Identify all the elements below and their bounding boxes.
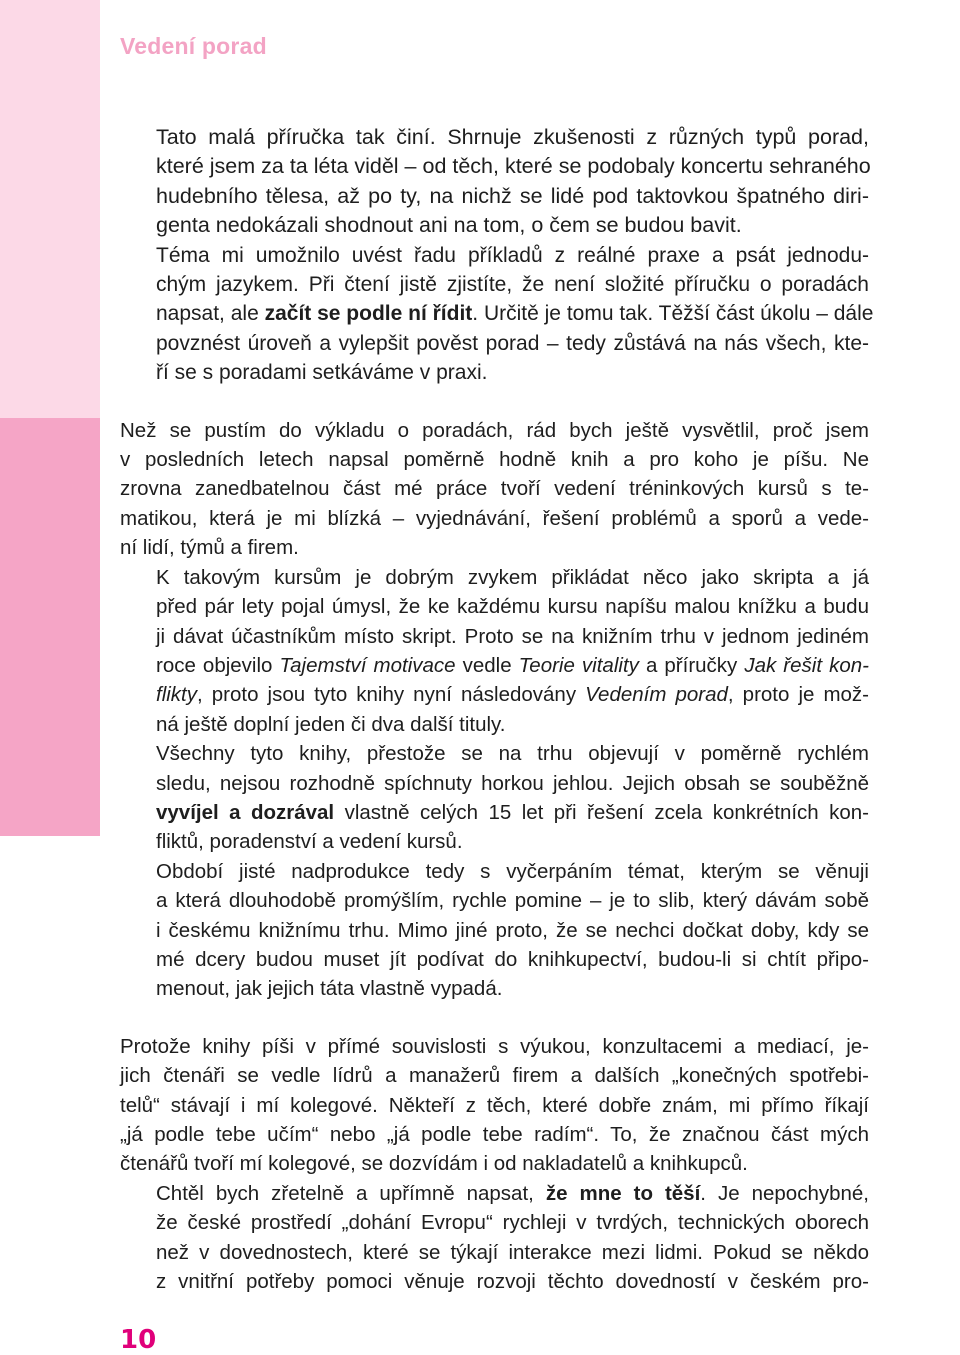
book-title: Jak řešit kon- <box>744 653 869 677</box>
text-line: vyvíjel a dozrával vlastně celých 15 let při řešení zcela konkrétních kon- <box>156 800 870 824</box>
text-line: ná ještě doplní jeden či dva další tituly. <box>156 712 506 736</box>
running-header: Vedení porad <box>120 33 267 59</box>
page-number: 10 <box>120 1325 157 1355</box>
text-line: a která dlouhodobě promýšlím, rychle pomine – je to slib, který dávám sobě <box>156 889 869 913</box>
text-line: Téma mi umožnilo uvést řadu příkladů z reálné praxe a psát jednodu- <box>156 243 869 267</box>
emphasis-text: vyvíjel a dozrával <box>156 800 335 824</box>
text-line: hudebního tělesa, až po ty, na nichž se lidé pod taktovkou špatného diri- <box>156 183 869 208</box>
paragraph-intro <box>120 123 869 241</box>
text-line: Všechny tyto knihy, přestože se na trhu objevují v poměrně rychlém <box>156 742 869 766</box>
paragraph-period <box>120 857 869 1004</box>
text-line: čtenářů tvoří mí kolegové, se dozvídám i od nakladatelů a knihkupců. <box>120 1152 748 1176</box>
text-line: Než se pustím do výkladu o poradách, rád bych ještě vysvětlil, proč jsem <box>120 418 869 442</box>
text-line: než v dovednostech, které se týkají interakce mezi lidmi. Pokud se někdo <box>156 1240 869 1264</box>
text-line: fliktů, poradenství a vedení kursů. <box>156 830 463 854</box>
text-line: napsat, ale začít se podle ní řídit. Určitě je tomu tak. Těžší část úkolu – dále <box>156 302 874 326</box>
text-line: genta nedokázali shodnout ani na tom, o čem se budou bavit. <box>156 213 742 238</box>
emphasis-text: začít se podle ní řídit <box>264 302 473 326</box>
text-line: K takovým kursům je dobrým zvykem přikládat něco jako skripta a já <box>156 565 869 589</box>
book-title: flikty <box>156 683 197 707</box>
text-line: flikty, proto jsou tyto knihy nyní následovány Vedením porad, proto je mož- <box>156 683 870 707</box>
side-bar-accent <box>0 418 100 836</box>
book-title: Tajemství motivace <box>279 653 456 677</box>
text-line: i českému knižnímu trhu. Mimo jiné proto, že se nechci dočkat doby, kdy se <box>156 918 869 942</box>
side-bar-light <box>0 0 100 418</box>
text-line: sledu, nejsou rozhodně spíchnuty horkou jehlou. Jejich obsah se souběžně <box>156 771 869 795</box>
text-line: matikou, která je mi blízká – vyjednávání, řešení problémů a sporů a vede- <box>120 506 869 530</box>
text-line: Chtěl bych zřetelně a upřímně napsat, že mne to těší. Je nepochybné, <box>156 1181 869 1205</box>
text-line: „já podle tebe učím“ nebo „já podle tebe radím“. To, že značnou část mých <box>120 1123 869 1146</box>
text-line: zrovna zanedbatelnou část mé práce tvoří vedení tréninkových kursů s te- <box>120 477 869 501</box>
paragraph-books <box>120 416 869 563</box>
page-body <box>120 123 874 1296</box>
book-title: Vedením porad <box>585 683 728 707</box>
text-line: Tato malá příručka tak činí. Shrnuje zkušenosti z různých typů porad, <box>156 125 869 149</box>
book-title: Teorie vitality <box>518 653 639 677</box>
text-line: mé dcery budou muset jít podívat do knihkupectví, budou-li si chtít připo- <box>156 947 869 971</box>
paragraph-courses <box>120 563 869 739</box>
text-line: ří se s poradami setkáváme v praxi. <box>156 361 488 385</box>
paragraph-pleasure <box>120 1179 869 1297</box>
text-line: Protože knihy píši v přímé souvislosti s výukou, konzultacemi a mediací, je- <box>120 1034 869 1058</box>
text-line: z vnitřní potřeby pomoci věnuje rozvoji těchto dovedností v českém pro- <box>156 1270 869 1294</box>
paragraph-topic <box>120 241 874 388</box>
text-line: ji dávat účastníkům místo skript. Proto se na knižním trhu v jednom jediném <box>156 624 869 648</box>
text-line: povznést úroveň a vylepšit pověst porad – tedy zůstává na nás všech, kte- <box>156 331 869 355</box>
text-line: telů“ stávají i mí kolegové. Někteří z těch, které dobře znám, mi přímo říkají <box>120 1093 869 1117</box>
text-line: že české prostředí „dohání Evropu“ rychleji v tvrdých, technických oborech <box>156 1211 869 1235</box>
text-line: jich čtenáři se vedle lídrů a manažerů firem a dalších „konečných spotřebi- <box>120 1064 869 1088</box>
text-line: menout, jak jejich táta vlastně vypadá. <box>156 977 503 1001</box>
text-line: Období jisté nadprodukce tedy s vyčerpáním témat, kterým se věnuji <box>156 859 869 883</box>
text-line: v posledních letech napsal poměrně hodně knih a pro koho je píšu. Ne <box>120 448 869 472</box>
emphasis-text: že mne to těší <box>545 1181 701 1205</box>
paragraph-quality <box>120 739 869 857</box>
text-line: ní lidí, týmů a firem. <box>120 536 299 560</box>
text-line: před pár lety pojal úmysl, že ke každému kursu napíšu malou knížku a budu <box>156 595 869 619</box>
text-line: chým jazykem. Při čtení jistě zjistíte, že není složité příručku o poradách <box>156 273 869 297</box>
paragraph-readers <box>120 1032 869 1179</box>
text-line: roce objevilo Tajemství motivace vedle Teorie vitality a příručky Jak řešit kon- <box>156 653 869 677</box>
text-line: které jsem za ta léta viděl – od těch, které se podobaly koncertu sehraného <box>156 154 871 179</box>
